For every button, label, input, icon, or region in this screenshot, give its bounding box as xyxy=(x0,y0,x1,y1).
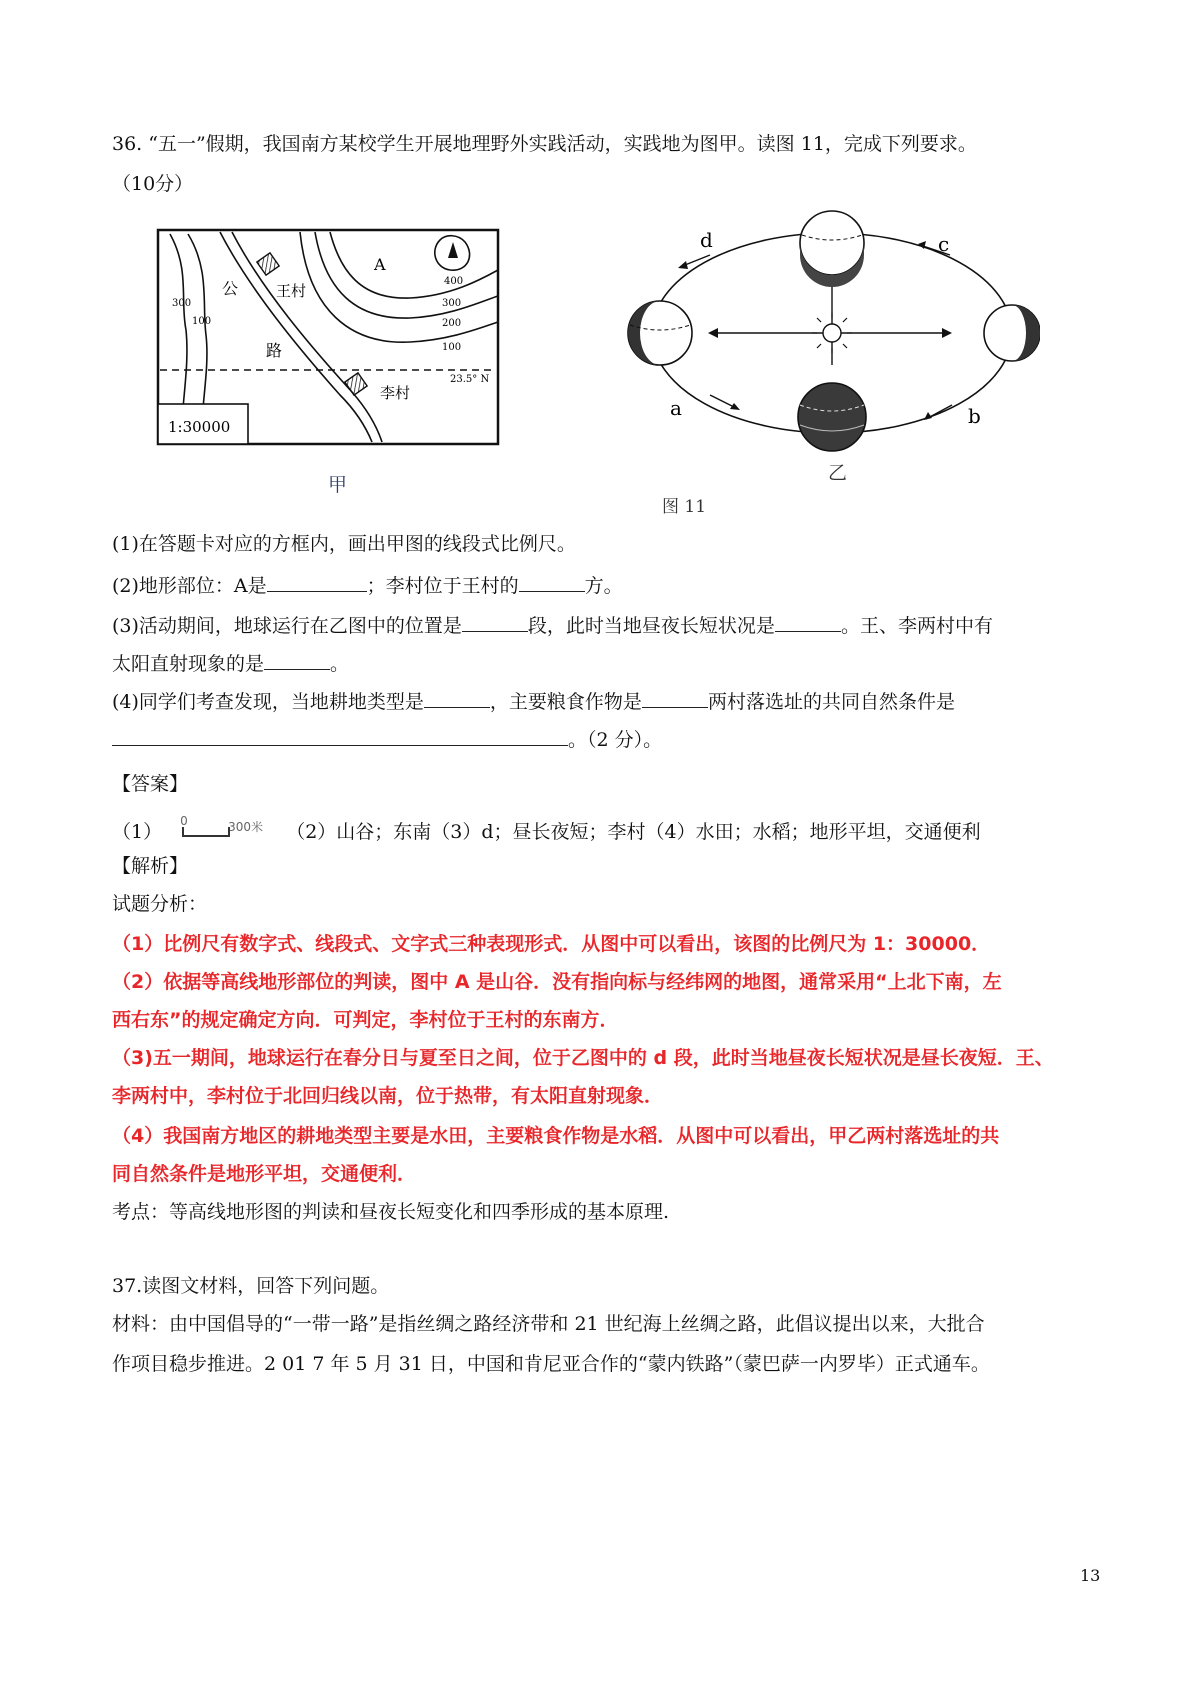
orbit-yi xyxy=(620,205,1040,485)
analysis-red-line: （3)五一期间，地球运行在春分日与夏至日之间，位于乙图中的 d 段，此时当地昼夜长短状况是昼长夜短．王、 xyxy=(112,1047,1054,1069)
contour-label-300-left: 300 xyxy=(172,298,192,309)
li-village-label: 李村 xyxy=(380,384,411,402)
answer-blank[interactable] xyxy=(424,689,490,708)
page-number: 13 xyxy=(1080,1566,1101,1585)
q36-sub4-line2 xyxy=(112,726,662,754)
q36-sub2-a: (2)地形部位：A是 xyxy=(112,575,267,597)
map-jia-caption: 甲 xyxy=(328,474,348,496)
q36-stem-line1: 36. “五一”假期，我国南方某校学生开展地理野外实践活动，实践地为图甲。读图 11，完成下列要求。 xyxy=(112,133,977,155)
q36-sub3-a: (3)活动期间，地球运行在乙图中的位置是 xyxy=(112,615,462,637)
q36-sub4-b: ，主要粮食作物是 xyxy=(489,691,642,713)
wang-village-marker xyxy=(257,253,279,275)
orbit-label-d: d xyxy=(700,228,713,252)
earth-top-icon xyxy=(800,211,864,287)
north-arrow-icon xyxy=(448,242,458,258)
answer-blank[interactable] xyxy=(112,727,568,746)
earth-right-icon xyxy=(984,305,1040,361)
latitude-label: 23.5° N xyxy=(450,374,490,385)
answer-blank[interactable] xyxy=(775,613,841,632)
q36-sub4-d: 。（2 分）。 xyxy=(568,729,663,751)
answer-blank[interactable] xyxy=(519,573,585,592)
road-label-gong: 公 xyxy=(222,279,239,298)
q36-sub3-b: 段，此时当地昼夜长短状况是 xyxy=(527,615,775,637)
q36-stem-line2: （10分） xyxy=(112,173,194,195)
q37-material-line1: 材料：由中国倡导的“一带一路”是指丝绸之路经济带和 21 世纪海上丝绸之路，此倡议提出以来，大批合 xyxy=(112,1313,985,1335)
contour-label-300-right: 300 xyxy=(442,298,462,309)
q36-sub4-a: (4)同学们考查发现，当地耕地类型是 xyxy=(112,691,424,713)
orbit-label-b: b xyxy=(968,404,981,428)
map-jia xyxy=(150,210,550,510)
answer-heading: 【答案】 xyxy=(112,773,189,795)
q37-title: 37.读图文材料，回答下列问题。 xyxy=(112,1275,390,1297)
q36-sub3-line2 xyxy=(112,650,349,678)
q36-sub4 xyxy=(112,688,955,716)
q36-sub2 xyxy=(112,572,623,600)
scale-bar-image xyxy=(176,814,272,847)
analysis-kaodian: 考点：等高线地形图的判读和昼夜长短变化和四季形成的基本原理. xyxy=(112,1201,670,1223)
answer-blank[interactable] xyxy=(264,651,330,670)
orbit-yi-caption: 乙 xyxy=(828,462,848,484)
answer-part1-label: （1） xyxy=(112,821,163,843)
li-village-marker xyxy=(345,373,367,395)
analysis-red-line: 西右东”的规定确定方向．可判定，李村位于王村的东南方． xyxy=(112,1009,619,1031)
map-scale: 1:30000 xyxy=(168,418,231,436)
analysis-heading: 【解析】 xyxy=(112,855,189,877)
analysis-red-line: （1）比例尺有数字式、线段式、文字式三种表现形式．从图中可以看出，该图的比例尺为 1：30000． xyxy=(112,933,991,955)
analysis-red-line: 同自然条件是地形平坦，交通便利． xyxy=(112,1163,417,1185)
road-label-lu: 路 xyxy=(266,341,283,360)
q36-sub1: (1)在答题卡对应的方框内，画出甲图的线段式比例尺。 xyxy=(112,533,576,555)
answer-blank[interactable] xyxy=(267,573,367,592)
contour-label-200: 200 xyxy=(442,318,462,329)
analysis-red-line: （2）依据等高线地形部位的判读，图中 A 是山谷．没有指向标与经纬网的地图，通常采用“上北下南，左 xyxy=(112,971,1002,993)
answer-line xyxy=(112,814,981,847)
q36-sub3-d: 太阳直射现象的是 xyxy=(112,653,265,675)
figure-caption: 图 11 xyxy=(662,497,707,517)
q36-sub4-c: 两村落选址的共同自然条件是 xyxy=(707,691,955,713)
contour-label-400: 400 xyxy=(444,276,464,287)
q36-sub2-c: 方。 xyxy=(584,575,623,597)
sun-icon xyxy=(823,324,841,342)
answer-blank[interactable] xyxy=(462,613,528,632)
analysis-red-line: 李两村中，李村位于北回归线以南，位于热带，有太阳直射现象． xyxy=(112,1085,664,1107)
contour-label-100-left: 100 xyxy=(192,316,212,327)
q36-sub3 xyxy=(112,612,993,640)
analysis-red-line: （4）我国南方地区的耕地类型主要是水田，主要粮食作物是水稻．从图中可以看出，甲乙两村落选址的共 xyxy=(112,1125,1000,1147)
orbit-label-a: a xyxy=(670,396,682,420)
contour-label-100-right: 100 xyxy=(442,342,462,353)
q36-sub3-c: 。王、李两村中有 xyxy=(840,615,993,637)
q36-sub3-e: 。 xyxy=(330,653,350,675)
answer-blank[interactable] xyxy=(642,689,708,708)
point-a-label: A xyxy=(374,255,386,274)
orbit-label-c: c xyxy=(938,232,950,256)
earth-bottom-icon xyxy=(798,383,866,451)
analysis-intro: 试题分析： xyxy=(112,893,208,915)
q37-material-line2: 作项目稳步推进。2 01 7 年 5 月 31 日，中国和肯尼亚合作的“蒙内铁路”（蒙巴萨一内罗毕）正式通车。 xyxy=(112,1353,990,1375)
wang-village-label: 王村 xyxy=(276,282,307,300)
scale-bar-300: 300米 xyxy=(228,820,264,834)
earth-left-icon xyxy=(628,301,692,365)
scale-bar-zero: 0 xyxy=(180,814,188,828)
answer-rest: （2）山谷；东南（3）d；昼长夜短；李村（4）水田；水稻；地形平坦，交通便利 xyxy=(286,821,981,843)
q36-sub2-b: ；李村位于王村的 xyxy=(366,575,519,597)
